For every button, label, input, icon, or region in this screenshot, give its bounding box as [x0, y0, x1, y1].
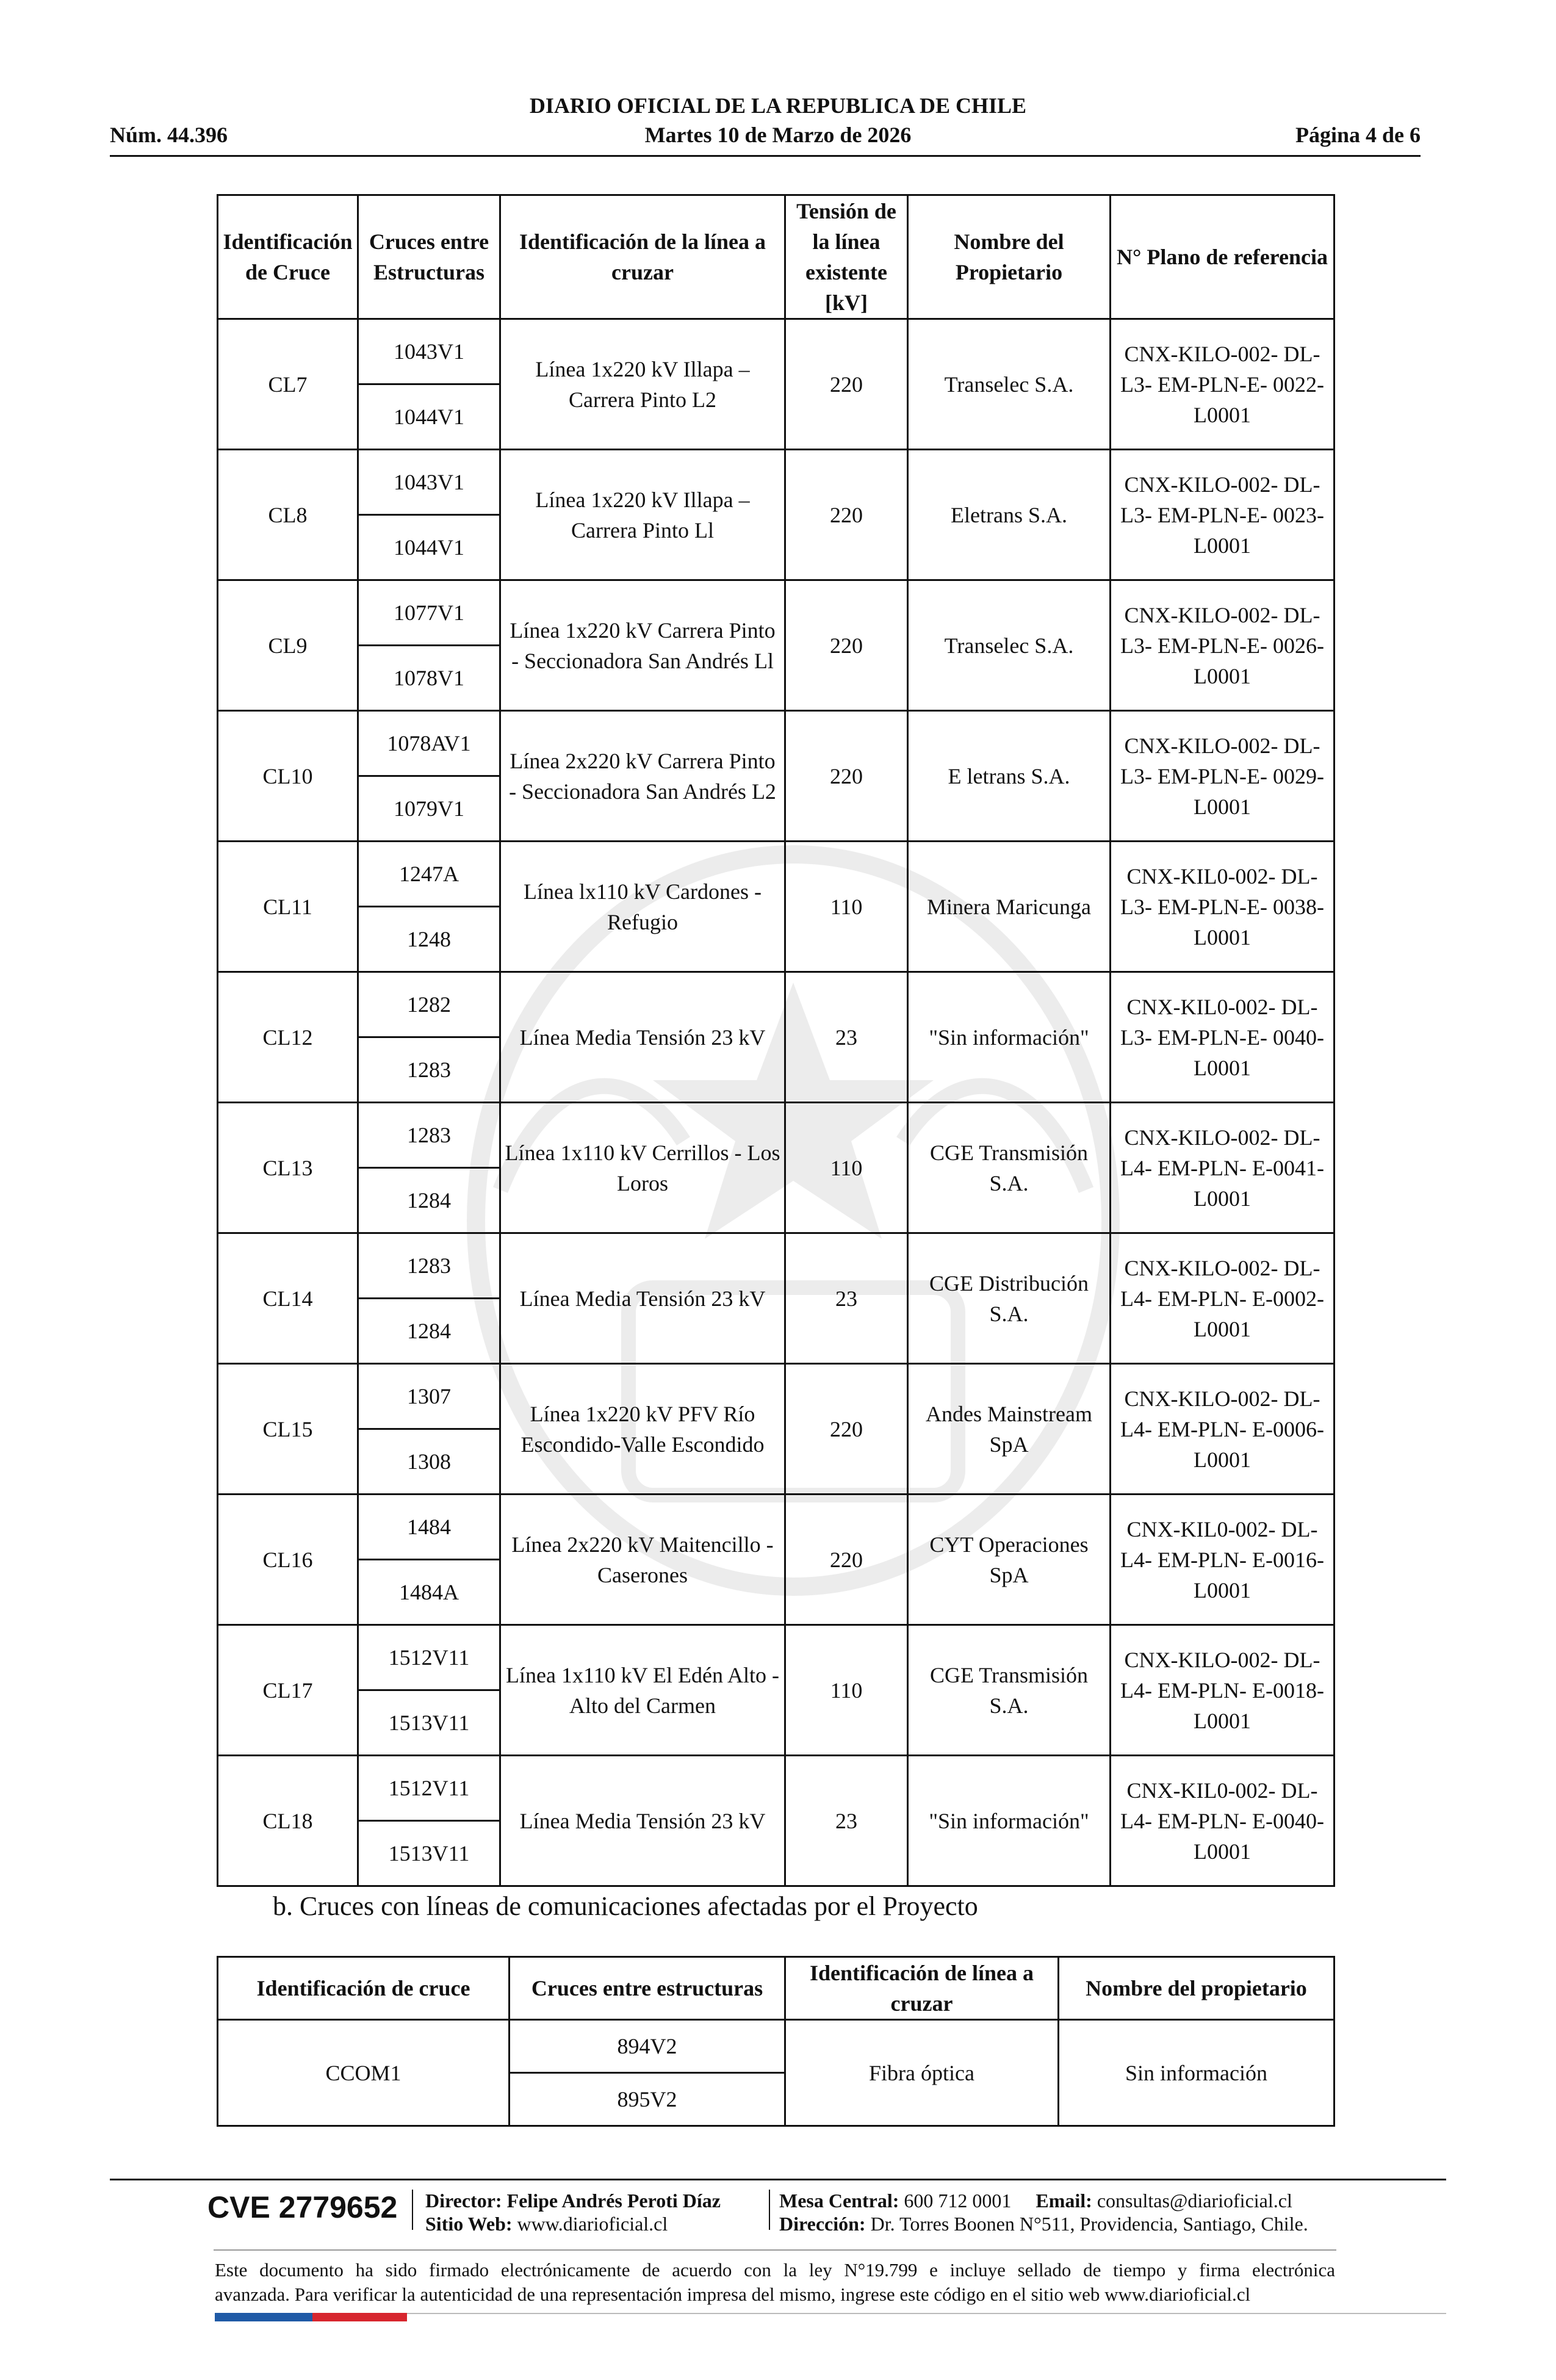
- table-row: [218, 450, 1334, 515]
- table-header-row: [218, 195, 1334, 319]
- col-header-voltage: Tensión de la línea existente [kV]: [785, 195, 908, 319]
- reference-plan: CNX-KIL0-002- DL-L4- EM-PLN- E-0016- L0001: [1111, 1495, 1334, 1625]
- reference-plan: CNX-KILO-002- DL-L4- EM-PLN- E-0018- L0001: [1111, 1625, 1334, 1756]
- col-header-owner: Nombre del propietario: [1059, 1957, 1334, 2020]
- structure-end: 1513V11: [358, 1690, 500, 1756]
- crossing-id: CL17: [218, 1625, 358, 1756]
- structure-start: 1078AV1: [358, 711, 500, 776]
- owner-name: CGE Distribución S.A.: [908, 1233, 1111, 1364]
- legal-notice-line-2: avanzada. Para verificar la autenticidad de una representación impresa del mismo, ingrese este código en el sitio web www.diarioficial.cl: [215, 2284, 1251, 2305]
- website-label: Sitio Web:: [425, 2213, 513, 2235]
- table-row: [218, 711, 1334, 776]
- reference-plan: CNX-KIL0-002- DL-L3- EM-PLN-E- 0038- L0001: [1111, 842, 1334, 972]
- table-row: [218, 1756, 1334, 1821]
- structure-end: 895V2: [510, 2073, 785, 2126]
- page-indicator: Página 4 de 6: [1295, 123, 1421, 147]
- table-row: [218, 842, 1334, 907]
- crossing-id: CL16: [218, 1495, 358, 1625]
- website-line: [425, 2213, 668, 2235]
- structure-end: 1078V1: [358, 646, 500, 711]
- newspaper-title: DIARIO OFICIAL DE LA REPUBLICA DE CHILE: [529, 93, 1027, 118]
- crossing-id: CCOM1: [218, 2020, 510, 2126]
- owner-name: "Sin información": [908, 1756, 1111, 1886]
- flag-bar-red: [312, 2313, 407, 2321]
- director-name: Felipe Andrés Peroti Díaz: [506, 2190, 721, 2212]
- section-b-title: b. Cruces con líneas de comunicaciones afectadas por el Proyecto: [273, 1891, 978, 1921]
- structure-end: 1044V1: [358, 515, 500, 580]
- voltage-kv: 110: [785, 842, 908, 972]
- flag-bar-blue: [215, 2313, 312, 2321]
- structure-end: 1308: [358, 1429, 500, 1495]
- issue-date: Martes 10 de Marzo de 2026: [644, 123, 912, 147]
- reference-plan: CNX-KILO-002- DL-L3- EM-PLN-E- 0022- L0001: [1111, 319, 1334, 450]
- owner-name: Sin información: [1059, 2020, 1334, 2126]
- owner-name: CGE Transmisión S.A.: [908, 1625, 1111, 1756]
- owner-name: CGE Transmisión S.A.: [908, 1103, 1111, 1233]
- voltage-kv: 110: [785, 1103, 908, 1233]
- structure-start: 1043V1: [358, 450, 500, 515]
- structure-end: 1044V1: [358, 384, 500, 450]
- line-to-cross: Línea 1x110 kV El Edén Alto - Alto del Carmen: [500, 1625, 785, 1756]
- reference-plan: CNX-KIL0-002- DL-L4- EM-PLN- E-0040- L0001: [1111, 1756, 1334, 1886]
- owner-name: E letrans S.A.: [908, 711, 1111, 842]
- col-header-line-id: Identificación de la línea a cruzar: [500, 195, 785, 319]
- email-link[interactable]: consultas@diarioficial.cl: [1097, 2190, 1292, 2212]
- line-to-cross: Línea 2x220 kV Maitencillo - Caserones: [500, 1495, 785, 1625]
- line-to-cross: Línea 1x220 kV Illapa – Carrera Pinto L2: [500, 319, 785, 450]
- col-header-plan: N° Plano de referencia: [1111, 195, 1334, 319]
- structure-end: 1283: [358, 1037, 500, 1103]
- structure-end: 1484A: [358, 1560, 500, 1625]
- mesa-label: Mesa Central:: [779, 2190, 899, 2212]
- owner-name: CYT Operaciones SpA: [908, 1495, 1111, 1625]
- voltage-kv: 23: [785, 1756, 908, 1886]
- structure-end: 1079V1: [358, 776, 500, 842]
- reference-plan: CNX-KILO-002- DL-L4- EM-PLN- E-0002- L0001: [1111, 1233, 1334, 1364]
- col-header-crossing-id: Identificación de Cruce: [218, 195, 358, 319]
- owner-name: Transelec S.A.: [908, 580, 1111, 711]
- reference-plan: CNX-KIL0-002- DL-L3- EM-PLN-E- 0040- L0001: [1111, 972, 1334, 1103]
- table-row: [218, 1103, 1334, 1168]
- structure-start: 1283: [358, 1103, 500, 1168]
- line-to-cross: Línea Media Tensión 23 kV: [500, 1756, 785, 1886]
- voltage-kv: 23: [785, 972, 908, 1103]
- line-to-cross: Línea 1x220 kV Illapa – Carrera Pinto Ll: [500, 450, 785, 580]
- line-to-cross: Línea Media Tensión 23 kV: [500, 1233, 785, 1364]
- crossing-id: CL12: [218, 972, 358, 1103]
- structure-start: 1512V11: [358, 1756, 500, 1821]
- col-header-owner: Nombre del Propietario: [908, 195, 1111, 319]
- structure-start: 1077V1: [358, 580, 500, 646]
- address-line: [779, 2213, 1308, 2235]
- communication-crossings-table: [217, 1956, 1335, 2127]
- owner-name: Transelec S.A.: [908, 319, 1111, 450]
- line-to-cross: Línea lx110 kV Cardones - Refugio: [500, 842, 785, 972]
- voltage-kv: 220: [785, 1495, 908, 1625]
- crossing-id: CL8: [218, 450, 358, 580]
- footer-rule: [214, 2249, 1336, 2251]
- structure-start: 1282: [358, 972, 500, 1037]
- voltage-kv: 220: [785, 1364, 908, 1495]
- line-to-cross: Línea Media Tensión 23 kV: [500, 972, 785, 1103]
- contact-line: [779, 2190, 1292, 2212]
- structure-end: 1284: [358, 1168, 500, 1233]
- reference-plan: CNX-KILO-002- DL-L4- EM-PLN- E-0006- L0001: [1111, 1364, 1334, 1495]
- col-header-structures: Cruces entre Estructuras: [358, 195, 500, 319]
- owner-name: Andes Mainstream SpA: [908, 1364, 1111, 1495]
- table-row: [218, 1495, 1334, 1560]
- issue-number: Núm. 44.396: [110, 123, 228, 147]
- line-to-cross: Línea 1x220 kV PFV Río Escondido-Valle Escondido: [500, 1364, 785, 1495]
- table-row: [218, 1233, 1334, 1299]
- footer-separator: [412, 2190, 413, 2230]
- col-header-line-id: Identificación de línea a cruzar: [785, 1957, 1059, 2020]
- cve-code: CVE 2779652: [207, 2190, 398, 2224]
- voltage-kv: 220: [785, 319, 908, 450]
- crossing-id: CL14: [218, 1233, 358, 1364]
- footer-divider: [110, 2179, 1446, 2180]
- voltage-kv: 220: [785, 450, 908, 580]
- structure-start: 1307: [358, 1364, 500, 1429]
- reference-plan: CNX-KILO-002- DL-L4- EM-PLN- E-0041- L0001: [1111, 1103, 1334, 1233]
- structure-start: 894V2: [510, 2020, 785, 2073]
- table-row: [218, 580, 1334, 646]
- address-text: Dr. Torres Boonen N°511, Providencia, Santiago, Chile.: [870, 2213, 1308, 2235]
- line-to-cross: Fibra óptica: [785, 2020, 1059, 2126]
- line-to-cross: Línea 1x220 kV Carrera Pinto - Seccionadora San Andrés Ll: [500, 580, 785, 711]
- voltage-kv: 220: [785, 711, 908, 842]
- table-row: [218, 2020, 1334, 2073]
- director-label: Director:: [425, 2190, 502, 2212]
- structure-start: 1043V1: [358, 319, 500, 384]
- website-link[interactable]: www.diarioficial.cl: [517, 2213, 668, 2235]
- table-row: [218, 319, 1334, 384]
- crossing-id: CL15: [218, 1364, 358, 1495]
- crossing-id: CL9: [218, 580, 358, 711]
- address-label: Dirección:: [779, 2213, 866, 2235]
- crossing-id: CL18: [218, 1756, 358, 1886]
- structure-start: 1484: [358, 1495, 500, 1560]
- director-line: [425, 2190, 721, 2212]
- reference-plan: CNX-KILO-002- DL-L3- EM-PLN-E- 0029- L0001: [1111, 711, 1334, 842]
- crossing-id: CL10: [218, 711, 358, 842]
- power-line-crossings-table: [217, 194, 1335, 1887]
- voltage-kv: 220: [785, 580, 908, 711]
- header-divider: [110, 155, 1421, 157]
- reference-plan: CNX-KILO-002- DL-L3- EM-PLN-E- 0026- L0001: [1111, 580, 1334, 711]
- col-header-crossing-id: Identificación de cruce: [218, 1957, 510, 2020]
- owner-name: Minera Maricunga: [908, 842, 1111, 972]
- line-to-cross: Línea 1x110 kV Cerrillos - Los Loros: [500, 1103, 785, 1233]
- footer-bottom-rule: [407, 2313, 1446, 2314]
- voltage-kv: 23: [785, 1233, 908, 1364]
- owner-name: "Sin información": [908, 972, 1111, 1103]
- structure-start: 1512V11: [358, 1625, 500, 1690]
- structure-end: 1284: [358, 1299, 500, 1364]
- col-header-structures: Cruces entre estructuras: [510, 1957, 785, 2020]
- line-to-cross: Línea 2x220 kV Carrera Pinto - Seccionadora San Andrés L2: [500, 711, 785, 842]
- legal-notice-line-1: Este documento ha sido firmado electrónicamente de acuerdo con la ley N°19.799 e incluye sellado de tiempo y firma electrónica: [215, 2259, 1335, 2281]
- email-label: Email:: [1036, 2190, 1092, 2212]
- structure-end: 1248: [358, 907, 500, 972]
- owner-name: Eletrans S.A.: [908, 450, 1111, 580]
- mesa-number: 600 712 0001: [904, 2190, 1012, 2212]
- table-row: [218, 1625, 1334, 1690]
- table-row: [218, 972, 1334, 1037]
- structure-start: 1247A: [358, 842, 500, 907]
- footer-separator: [769, 2190, 770, 2230]
- crossing-id: CL13: [218, 1103, 358, 1233]
- voltage-kv: 110: [785, 1625, 908, 1756]
- crossing-id: CL7: [218, 319, 358, 450]
- structure-end: 1513V11: [358, 1821, 500, 1886]
- structure-start: 1283: [358, 1233, 500, 1299]
- crossing-id: CL11: [218, 842, 358, 972]
- reference-plan: CNX-KILO-002- DL-L3- EM-PLN-E- 0023- L0001: [1111, 450, 1334, 580]
- table-row: [218, 1364, 1334, 1429]
- table-header-row: [218, 1957, 1334, 2020]
